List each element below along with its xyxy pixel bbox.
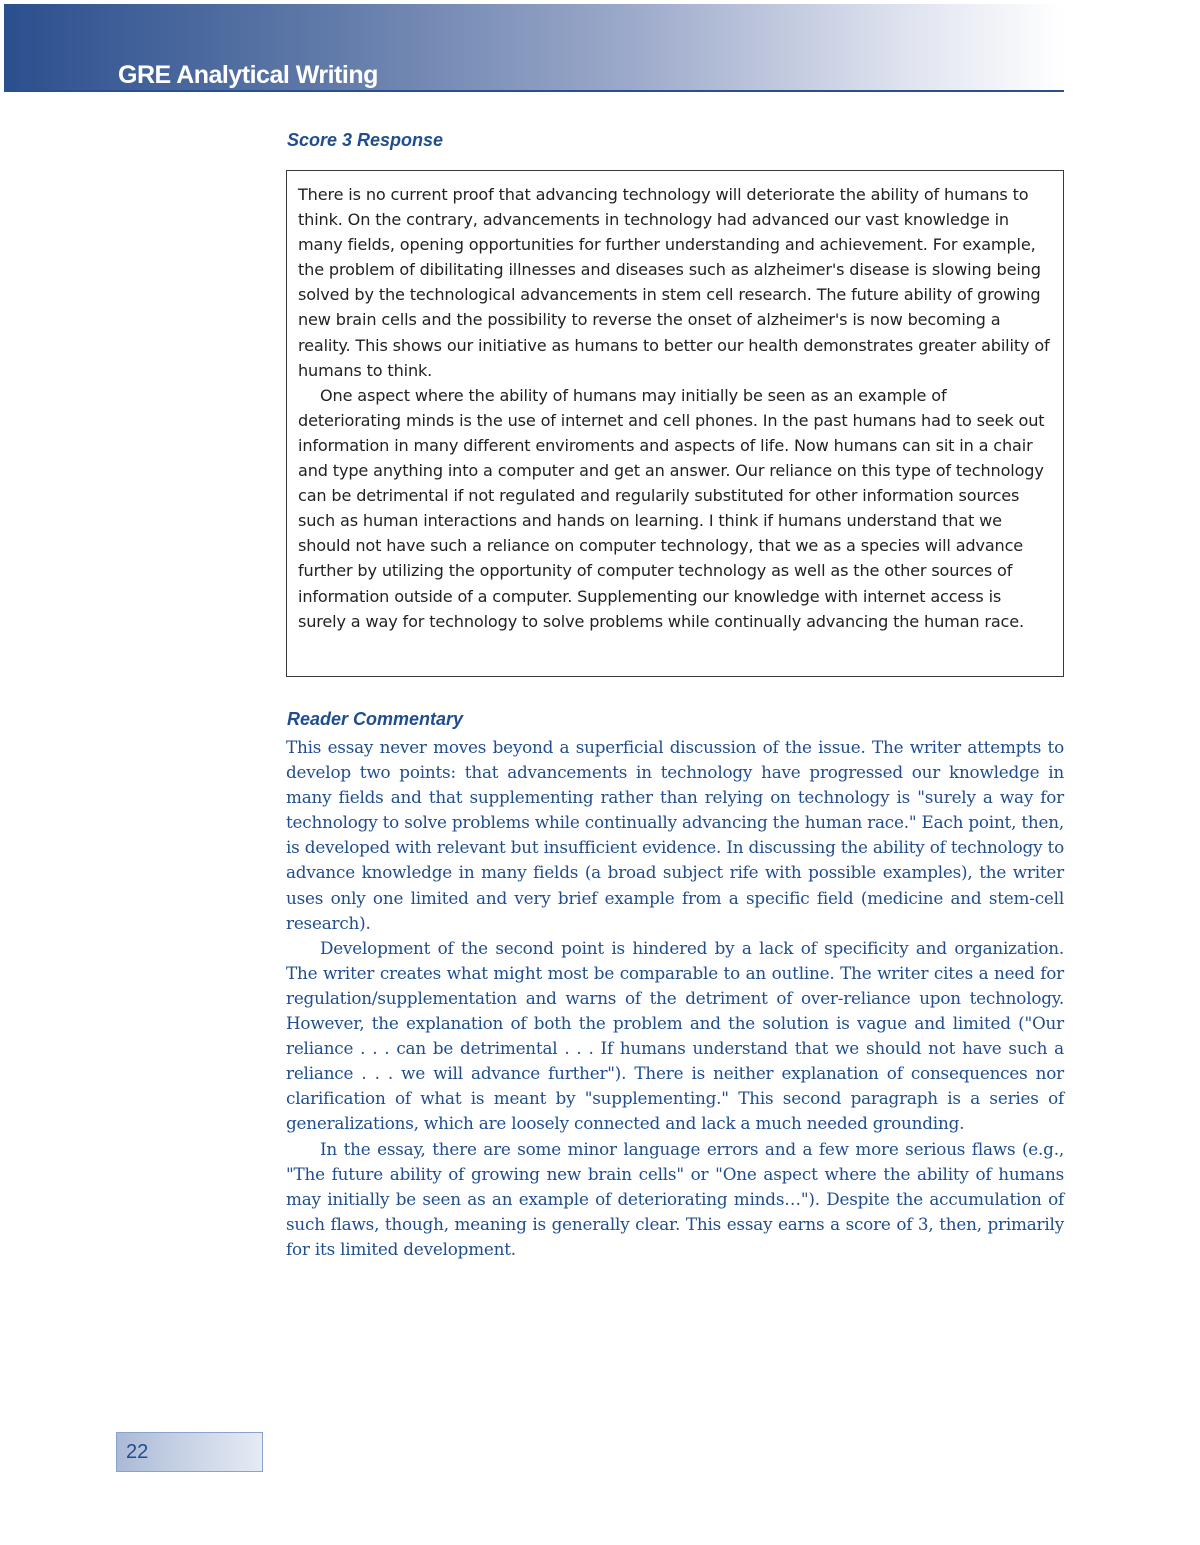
commentary-paragraph: Development of the second point is hindered by a lack of specificity and organization. The writer creates what might most be comparable to an outline. The writer cites a need for regulation/supplementation and warns of the detriment of over-reliance upon technology. However, the explanation of both the problem and the solution is vague and limited ("Our reliance . . . can be detrimental . . . If humans understand that we should not have such a reliance . . . we will advance further"). There is neither explanation of consequences nor clarification of what is meant by "supplementing." This second paragraph is a series of generalizations, which are loosely connected and lack a much needed grounding. — [286, 937, 1064, 1134]
page-number-box — [116, 1432, 263, 1472]
commentary-paragraph: This essay never moves beyond a superficial discussion of the issue. The writer attempts to develop two points: that advancements in technology have progressed our knowledge in many fields and that supplementing rather than relying on technology is "surely a way for technology to solve problems while continually advancing the human race." Each point, then, is developed with relevant but insufficient evidence. In discussing the ability of technology to advance knowledge in many fields (a broad subject rife with possible examples), the writer uses only one limited and very brief example from a specific field (medicine and stem-cell research). — [286, 737, 1064, 933]
running-header-title: GRE Analytical Writing — [118, 61, 378, 89]
essay-response-box — [286, 170, 1064, 677]
commentary-paragraph: In the essay, there are some minor language errors and a few more serious flaws (e.g., "The future ability of growing new brain cells" or "One aspect where the ability of humans may initially be seen as an example of deteriorating minds…"). Despite the accumulation of such flaws, though, meaning is generally clear. This essay earns a score of 3, then, primarily for its limited development. — [286, 1138, 1064, 1259]
essay-paragraph: One aspect where the ability of humans may initially be seen as an example of deteriorating minds is the use of internet and cell phones. In the past humans had to seek out information in many different enviroments and aspects of life. Now humans can sit in a chair and type anything into a computer and get an answer. Our reliance on this type of technology can be detrimental if not regulated and regularily substituted for other information sources such as human interactions and hands on learning. I think if humans understand that we should not have such a reliance on computer technology, that we as a species will advance further by utilizing the opportunity of computer technology as well as the other sources of information outside of a computer. Supplementing our knowledge with internet access is surely a way for technology to solve problems while continually advancing the human race. — [298, 385, 1045, 631]
header-rule — [4, 90, 1064, 92]
page-number: 22 — [126, 1441, 149, 1463]
reader-commentary-heading: Reader Commentary — [287, 709, 464, 729]
reader-commentary-body — [286, 735, 1064, 1262]
essay-paragraph: There is no current proof that advancing technology will deteriorate the ability of humans to think. On the contrary, advancements in technology had advanced our vast knowledge in many fields, opening opportunities for further understanding and achievement. For example, the problem of dibilitating illnesses and diseases such as alzheimer's disease is slowing being solved by the technological advancements in stem cell research. The future ability of growing new brain cells and the possibility to reverse the onset of alzheimer's is now becoming a reality. This shows our initiative as humans to better our health demonstrates greater ability of humans to think. — [298, 185, 1050, 380]
score-response-heading: Score 3 Response — [287, 130, 444, 150]
